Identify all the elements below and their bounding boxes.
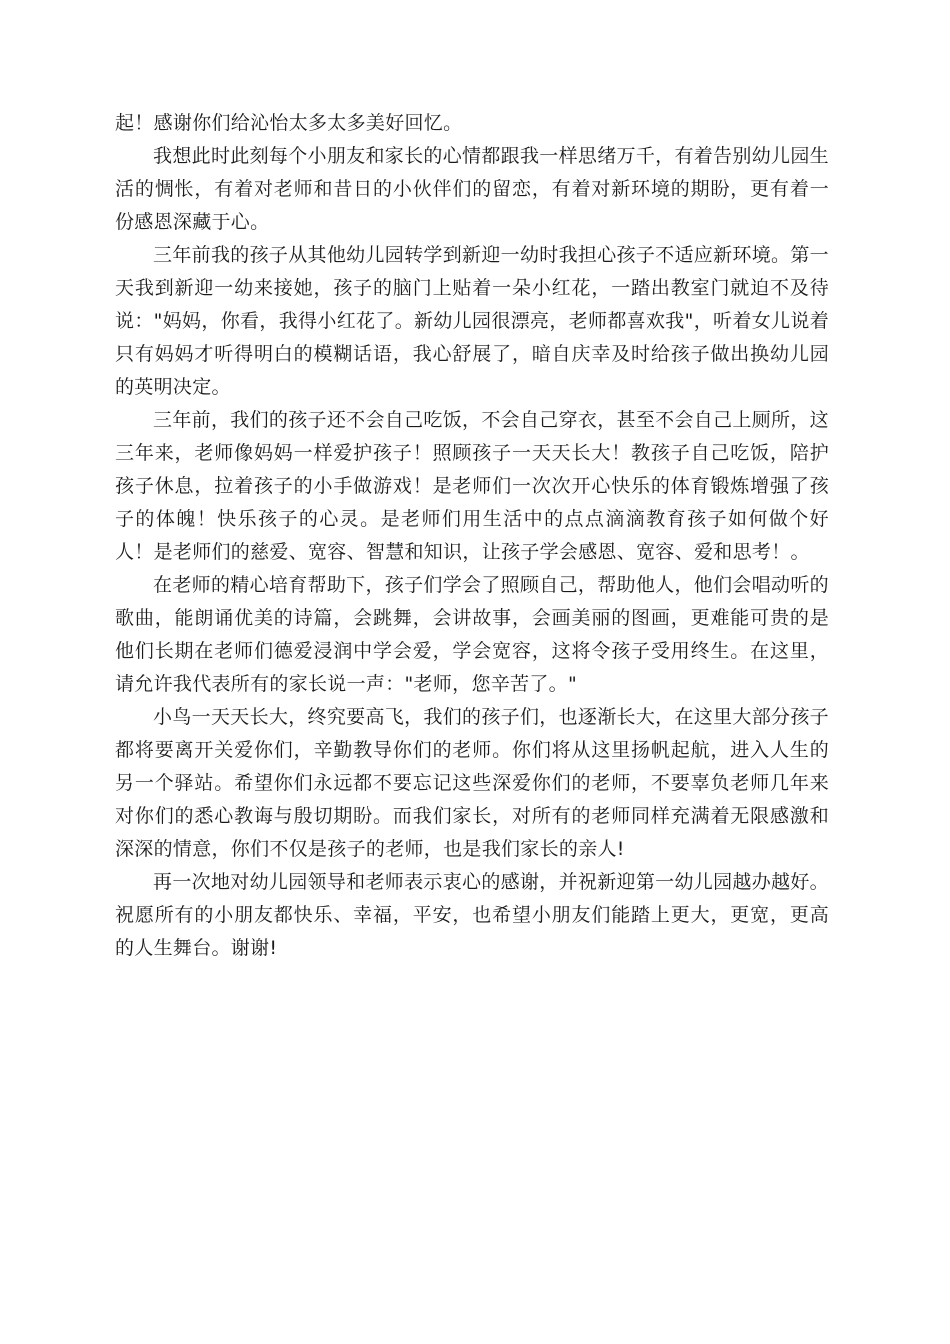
paragraph-transfer-story: 三年前我的孩子从其他幼儿园转学到新迎一幼时我担心孩子不适应新环境。第一天我到新迎一幼来接她，孩子的脑门上贴着一朵小红花，一踏出教室门就迫不及待说："妈妈，你看，我得小红花了。新幼儿园很漂亮，老师都喜欢我"，听着女儿说着只有妈妈才听得明白的模糊话语，我心舒展了，暗自庆幸及时给孩子做出换幼儿园的英明决定。 bbox=[115, 244, 829, 398]
paragraph-feelings: 我想此时此刻每个小朋友和家长的心情都跟我一样思绪万千，有着告别幼儿园生活的惆怅，有着对老师和昔日的小伙伴们的留恋，有着对新环境的期盼，更有着一份感恩深藏于心。 bbox=[115, 145, 829, 233]
paragraph-closing-thanks: 再一次地对幼儿园领导和老师表示衷心的感谢，并祝新迎第一幼儿园越办越好。祝愿所有的小朋友都快乐、幸福，平安，也希望小朋友们能踏上更大，更宽，更高的人生舞台。谢谢! bbox=[115, 871, 829, 959]
paragraph-teacher-guidance: 在老师的精心培育帮助下，孩子们学会了照顾自己，帮助他人，他们会唱动听的歌曲，能朗诵优美的诗篇，会跳舞，会讲故事，会画美丽的图画，更难能可贵的是他们长期在老师们德爱浸润中学会爱，学会宽容，这将令孩子受用终生。在这里，请允许我代表所有的家长说一声："老师，您辛苦了。" bbox=[115, 574, 829, 695]
paragraph-farewell: 小鸟一天天长大，终究要高飞，我们的孩子们，也逐渐长大，在这里大部分孩子都将要离开关爱你们，辛勤教导你们的老师。你们将从这里扬帆起航，进入人生的另一个驿站。希望你们永远都不要忘记这些深爱你们的老师，不要辜负老师几年来对你们的悉心教诲与殷切期盼。而我们家长，对所有的老师同样充满着无限感激和深深的情意，你们不仅是孩子的老师，也是我们家长的亲人! bbox=[115, 706, 829, 860]
paragraph-continuation: 起！感谢你们给沁怡太多太多美好回忆。 bbox=[115, 112, 463, 134]
paragraph-three-years: 三年前，我们的孩子还不会自己吃饭，不会自己穿衣，甚至不会自己上厕所，这三年来，老师像妈妈一样爱护孩子！照顾孩子一天天长大！教孩子自己吃饭，陪护孩子休息，拉着孩子的小手做游戏！是老师们一次次开心快乐的体育锻炼增强了孩子的体魄！快乐孩子的心灵。是老师们用生活中的点点滴滴教育孩子如何做个好人！是老师们的慈爱、宽容、智慧和知识，让孩子学会感恩、宽容、爱和思考！。 bbox=[115, 409, 829, 563]
document-body bbox=[115, 107, 829, 965]
